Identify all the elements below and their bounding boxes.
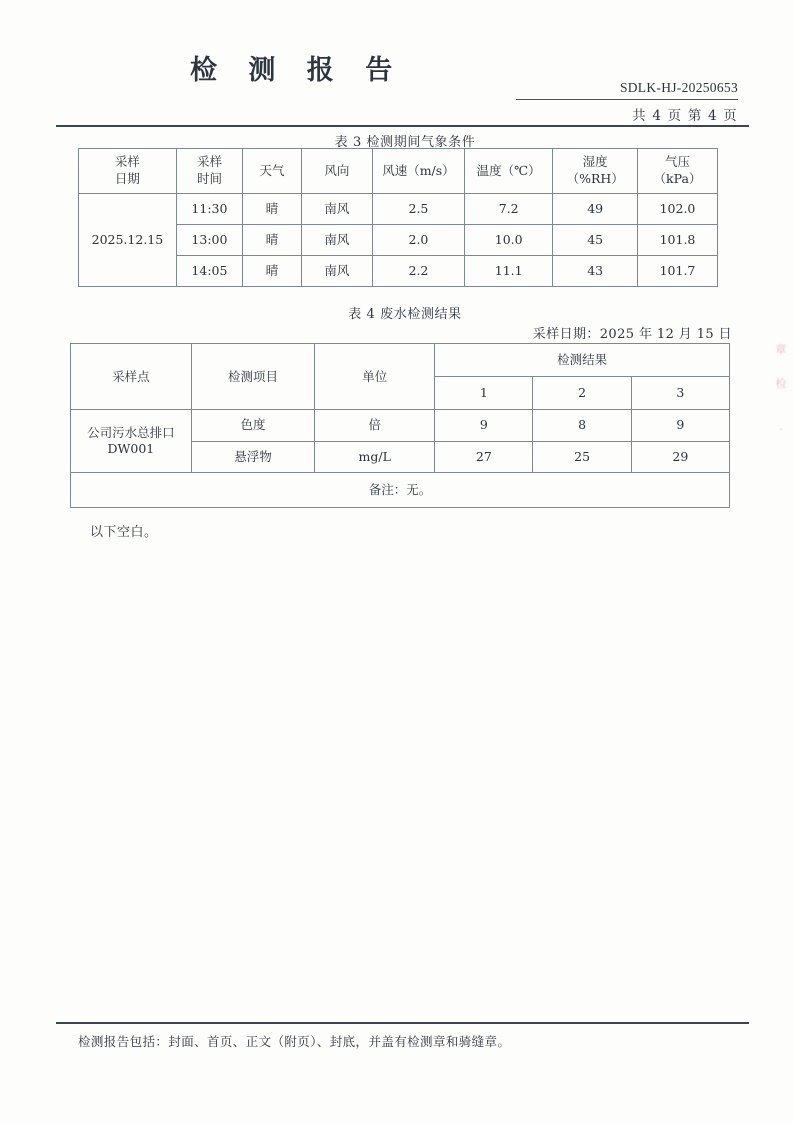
wastewater-results-table xyxy=(70,343,730,508)
header-humidity-line2: （%RH） xyxy=(566,171,624,186)
cell-pressure: 101.7 xyxy=(638,256,718,287)
cell-result-1: 27 xyxy=(435,441,533,473)
table-header-row xyxy=(79,149,718,194)
table-row xyxy=(79,194,718,225)
page-title: 检 测 报 告 xyxy=(190,55,404,86)
cell-humidity: 45 xyxy=(553,225,638,256)
header-result-1: 1 xyxy=(435,377,533,410)
cell-time: 11:30 xyxy=(176,194,242,225)
seal-fragment-3: · xyxy=(779,423,783,437)
header-pressure-line1: 气压 xyxy=(664,154,690,170)
table4-sampling-date: 采样日期：2025 年 12 月 15 日 xyxy=(532,327,732,342)
seal-fragment-1: 章 xyxy=(775,343,787,356)
cell-temperature: 10.0 xyxy=(464,225,552,256)
header-result-3: 3 xyxy=(631,377,729,410)
header-divider-thick xyxy=(56,125,749,127)
header-sampling-time-line2: 时间 xyxy=(196,171,222,186)
header-sample-point: 采样点 xyxy=(71,344,192,410)
header-sampling-date xyxy=(79,149,177,194)
table4-caption: 表 4 废水检测结果 xyxy=(348,307,462,322)
header-unit: 单位 xyxy=(315,344,435,410)
cell-wind-speed: 2.0 xyxy=(372,225,464,256)
cell-wind-speed: 2.5 xyxy=(372,194,464,225)
cell-humidity: 49 xyxy=(553,194,638,225)
header-result-2: 2 xyxy=(533,377,631,410)
cell-weather: 晴 xyxy=(243,225,302,256)
cell-humidity: 43 xyxy=(553,256,638,287)
cell-weather: 晴 xyxy=(243,256,302,287)
header-test-results: 检测结果 xyxy=(435,344,730,377)
cell-wind-direction: 南风 xyxy=(301,194,372,225)
table3-caption: 表 3 检测期间气象条件 xyxy=(334,135,476,150)
cell-test-item: 色度 xyxy=(191,410,315,442)
table-header-row xyxy=(71,344,730,377)
cell-result-1: 9 xyxy=(435,410,533,442)
cell-pressure: 102.0 xyxy=(638,194,718,225)
cell-unit: 倍 xyxy=(315,410,435,442)
cell-time: 14:05 xyxy=(176,256,242,287)
cell-result-2: 25 xyxy=(533,441,631,473)
cell-sample-point-line2: DW001 xyxy=(107,441,155,456)
cell-weather: 晴 xyxy=(243,194,302,225)
footer-divider xyxy=(56,1022,749,1024)
header-weather: 天气 xyxy=(243,149,302,194)
header-sampling-time xyxy=(176,149,242,194)
cell-wind-speed: 2.2 xyxy=(372,256,464,287)
header-wind-speed: 风速（m/s） xyxy=(372,149,464,194)
cell-temperature: 11.1 xyxy=(464,256,552,287)
cell-result-2: 8 xyxy=(533,410,631,442)
header-test-item: 检测项目 xyxy=(191,344,315,410)
cell-unit: mg/L xyxy=(315,441,435,473)
cell-wind-direction: 南风 xyxy=(301,225,372,256)
header-temperature: 温度（℃） xyxy=(464,149,552,194)
cell-sample-point xyxy=(71,410,192,473)
cell-pressure: 101.8 xyxy=(638,225,718,256)
header-sampling-date-line1: 采样 xyxy=(114,154,140,170)
cell-test-item: 悬浮物 xyxy=(191,441,315,473)
cell-temperature: 7.2 xyxy=(464,194,552,225)
header-humidity-line1: 湿度 xyxy=(582,154,608,170)
cell-time: 13:00 xyxy=(176,225,242,256)
header-humidity xyxy=(553,149,638,194)
seal-fragment-2: 检 xyxy=(775,377,787,391)
header-divider-thin xyxy=(516,99,738,100)
report-number: SDLK-HJ-20250653 xyxy=(619,80,738,95)
weather-conditions-table xyxy=(78,148,718,287)
cell-sample-point-line1: 公司污水总排口 xyxy=(87,425,175,440)
cell-result-3: 9 xyxy=(631,410,729,442)
header-wind-direction: 风向 xyxy=(301,149,372,194)
cell-result-3: 29 xyxy=(631,441,729,473)
header-pressure xyxy=(638,149,718,194)
cell-sampling-date: 2025.12.15 xyxy=(79,194,177,287)
footer-note: 检测报告包括：封面、首页、正文（附页）、封底，并盖有检测章和骑缝章。 xyxy=(78,1034,511,1049)
straddle-seal-fragment xyxy=(768,338,794,458)
header-sampling-date-line2: 日期 xyxy=(114,171,140,186)
cell-remark: 备注：无。 xyxy=(71,473,730,508)
page-count: 共 4 页 第 4 页 xyxy=(632,108,738,124)
header-pressure-line2: （kPa） xyxy=(653,171,702,186)
header-sampling-time-line1: 采样 xyxy=(196,154,222,170)
table-row xyxy=(71,410,730,442)
table-remark-row xyxy=(71,473,730,508)
below-blank-note: 以下空白。 xyxy=(90,525,158,540)
cell-wind-direction: 南风 xyxy=(301,256,372,287)
